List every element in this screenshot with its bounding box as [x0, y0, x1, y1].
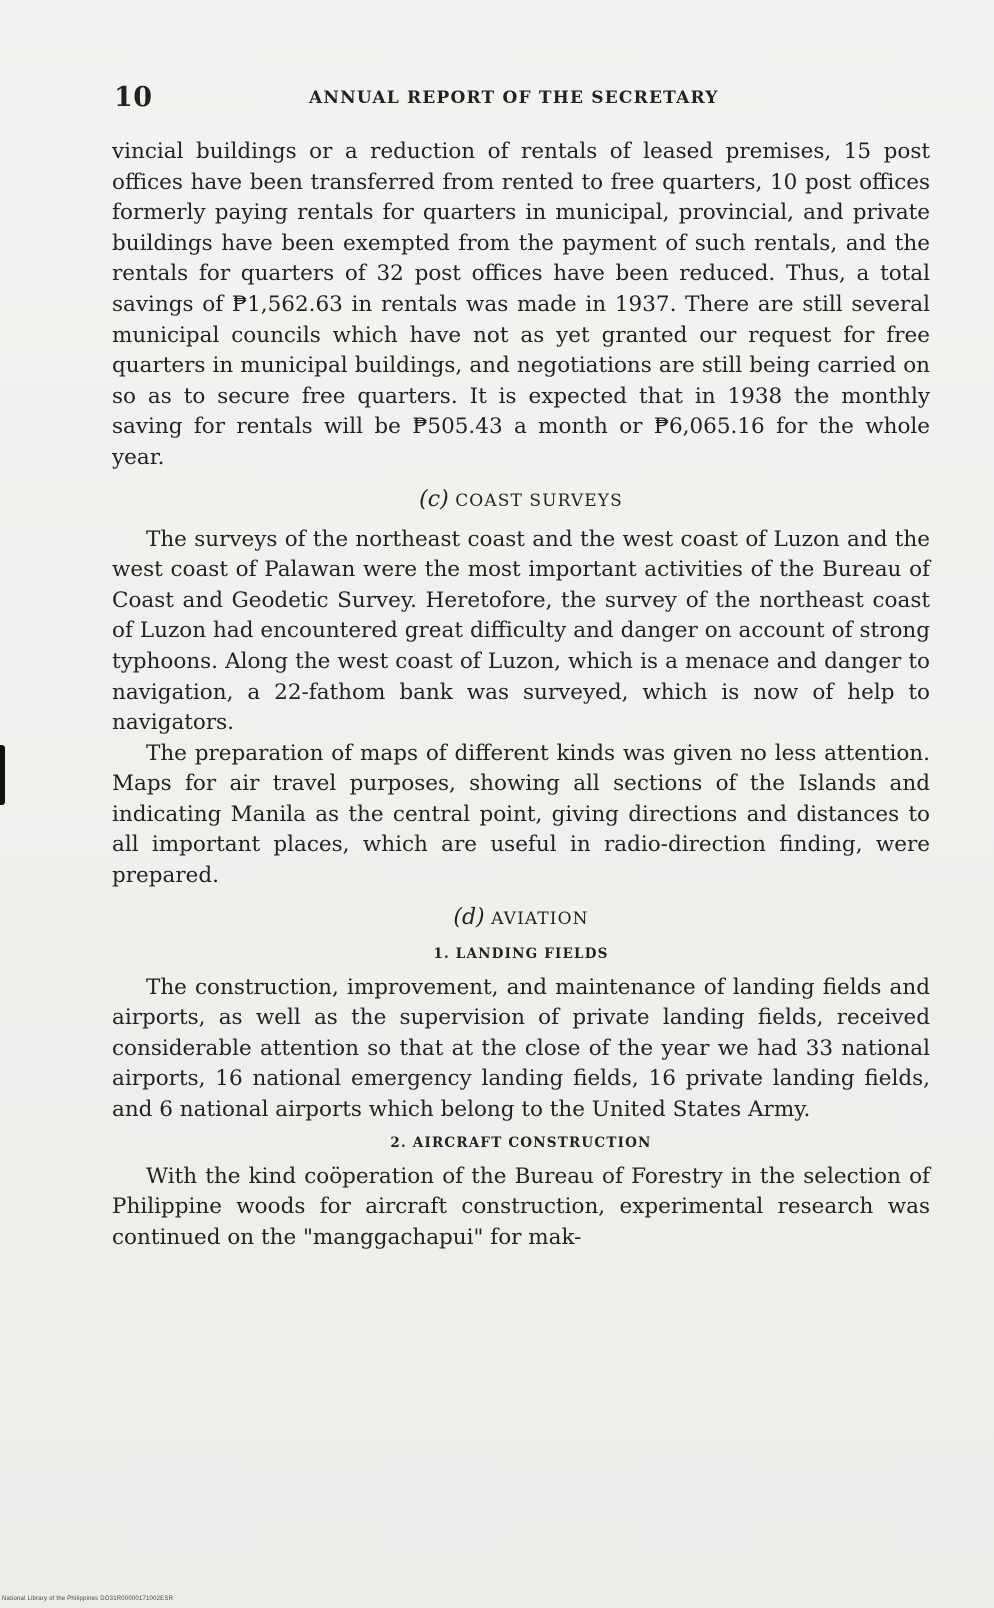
subheading-landing-fields: 1. LANDING FIELDS — [433, 945, 609, 962]
paragraph-continued: vincial buildings or a reduction of rentals of leased premises, 15 post offices have been transferred from rented to free quarters, 10 post offices formerly paying rentals for quarters in municipal, provincial, and private buildings have been exempted from the payment of such rentals, and the rentals for quarters of 32 post offices have been reduced. Thus, a total savings of ₱1,562.63 in rentals was made in 1937. There are still several municipal councils which have not as yet granted our request for free quarters in municipal buildings, and negotiations are still being carried on so as to secure free quarters. It is expected that in 1938 the monthly saving for rentals will be ₱505.43 a month or ₱6,065.16 for the whole year. — [112, 139, 930, 470]
section-label: (d) — [453, 904, 485, 930]
section-title: COAST SURVEYS — [455, 490, 623, 511]
running-head: ANNUAL REPORT OF THE SECRETARY — [309, 88, 719, 108]
paragraph-landing-fields: The construction, improvement, and maintenance of landing fields and airports, as well as the supervision of private landing fields, received considerable attention so that at the close of the year we had 33 national airports, 16 national emergency landing fields, 16 private landing fields, and 6 national airports which belong to the United States Army. — [112, 974, 930, 1123]
footer-note: National Library of the Philippines DO31R00000171002ESR — [2, 1596, 174, 1602]
section-heading-aviation — [112, 906, 930, 931]
page-number: 10 — [114, 82, 153, 113]
paragraph-maps: The preparation of maps of different kinds was given no less attention. Maps for air travel purposes, showing all sections of the Islands and indicating Manila as the central point, giving directions and distances to all important places, which are useful in radio-direction finding, were prepared. — [112, 740, 930, 889]
page-header — [114, 82, 914, 116]
section-heading-coast-surveys — [112, 488, 930, 513]
paragraph-aircraft-construction: With the kind coöperation of the Bureau of Forestry in the selection of Philippine woods for aircraft construction, experimental research was continued on the "manggachapui" for mak- — [112, 1163, 930, 1250]
section-title: AVIATION — [491, 908, 589, 929]
subheading-aircraft-construction: 2. AIRCRAFT CONSTRUCTION — [390, 1134, 652, 1151]
body-text — [112, 137, 930, 1253]
paragraph-coast-surveys: The surveys of the northeast coast and the west coast of Luzon and the west coast of Palawan were the most important activities of the Bureau of Coast and Geodetic Survey. Heretofore, the survey of the northeast coast of Luzon had encountered great difficulty and danger on account of strong typhoons. Along the west coast of Luzon, which is a menace and danger to navigation, a 22-fathom bank was surveyed, which is now of help to navigators. — [112, 526, 930, 736]
binding-shadow — [0, 745, 5, 805]
section-label: (c) — [419, 486, 449, 512]
